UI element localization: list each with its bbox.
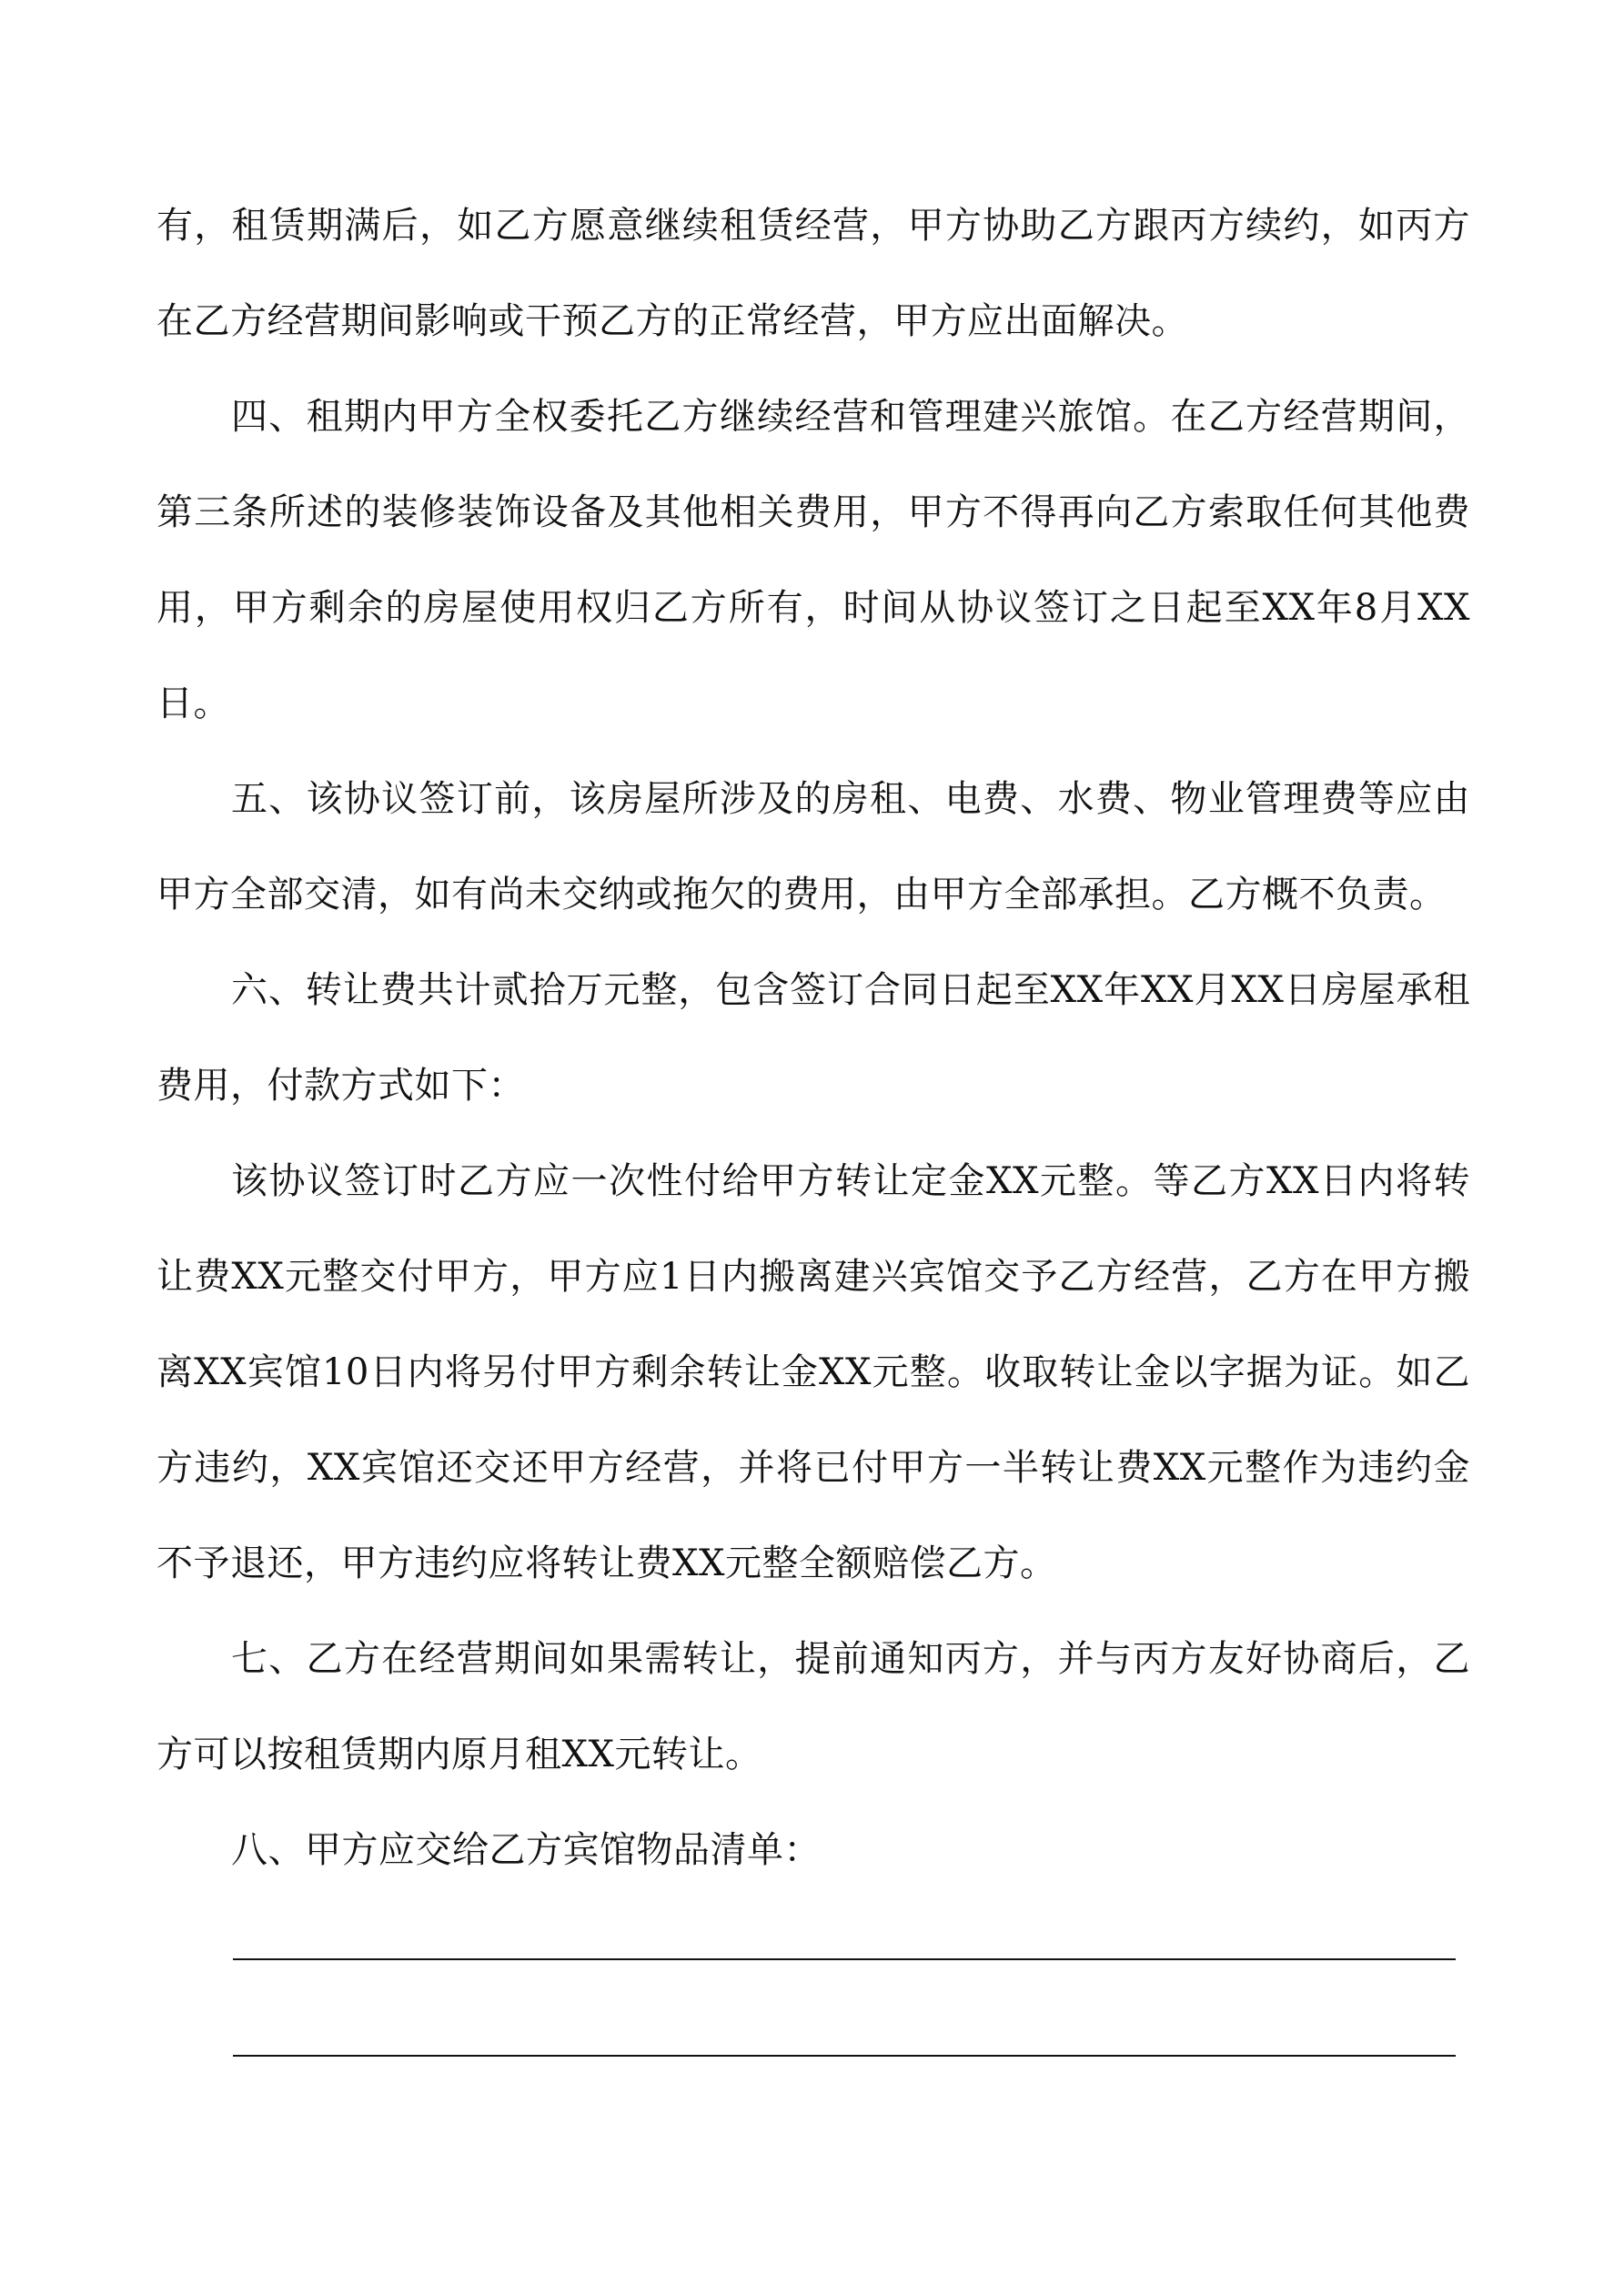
document-body (156, 178, 1470, 1898)
blank-fill-line (233, 2055, 1456, 2057)
paragraph-clause-7: 七、乙方在经营期间如果需转让，提前通知丙方，并与丙方友好协商后，乙方可以按租赁期内原月租XX元转让。 (156, 1638, 1470, 1775)
paragraph-clause-6: 六、转让费共计贰拾万元整，包含签订合同日起至XX年XX月XX日房屋承租费用，付款方式如下： (156, 969, 1470, 1107)
blank-fill-line (233, 1958, 1456, 1960)
paragraph-clause-4: 四、租期内甲方全权委托乙方继续经营和管理建兴旅馆。在乙方经营期间，第三条所述的装修装饰设备及其他相关费用，甲方不得再向乙方索取任何其他费用，甲方剩余的房屋使用权归乙方所有，时间从协议签订之日起至XX年8月XX日。 (156, 396, 1470, 724)
item-list-blank-lines (233, 1958, 1456, 2151)
paragraph-clause-8: 八、甲方应交给乙方宾馆物品清单： (231, 1829, 821, 1871)
paragraph-clause-6-payment: 该协议签订时乙方应一次性付给甲方转让定金XX元整。等乙方XX日内将转让费XX元整交付甲方，甲方应1日内搬离建兴宾馆交予乙方经营，乙方在甲方搬离XX宾馆10日内将另付甲方剩余转让金XX元整。收取转让金以字据为证。如乙方违约，XX宾馆还交还甲方经营，并将已付甲方一半转让费XX元整作为违约金不予退还，甲方违约应将转让费XX元整全额赔偿乙方。 (156, 1160, 1470, 1584)
paragraph-clause-5: 五、该协议签订前，该房屋所涉及的房租、电费、水费、物业管理费等应由甲方全部交清，如有尚未交纳或拖欠的费用，由甲方全部承担。乙方概不负责。 (156, 778, 1470, 915)
paragraph-continuation: 有，租赁期满后，如乙方愿意继续租赁经营，甲方协助乙方跟丙方续约，如丙方在乙方经营期间影响或干预乙方的正常经营，甲方应出面解决。 (156, 205, 1470, 342)
